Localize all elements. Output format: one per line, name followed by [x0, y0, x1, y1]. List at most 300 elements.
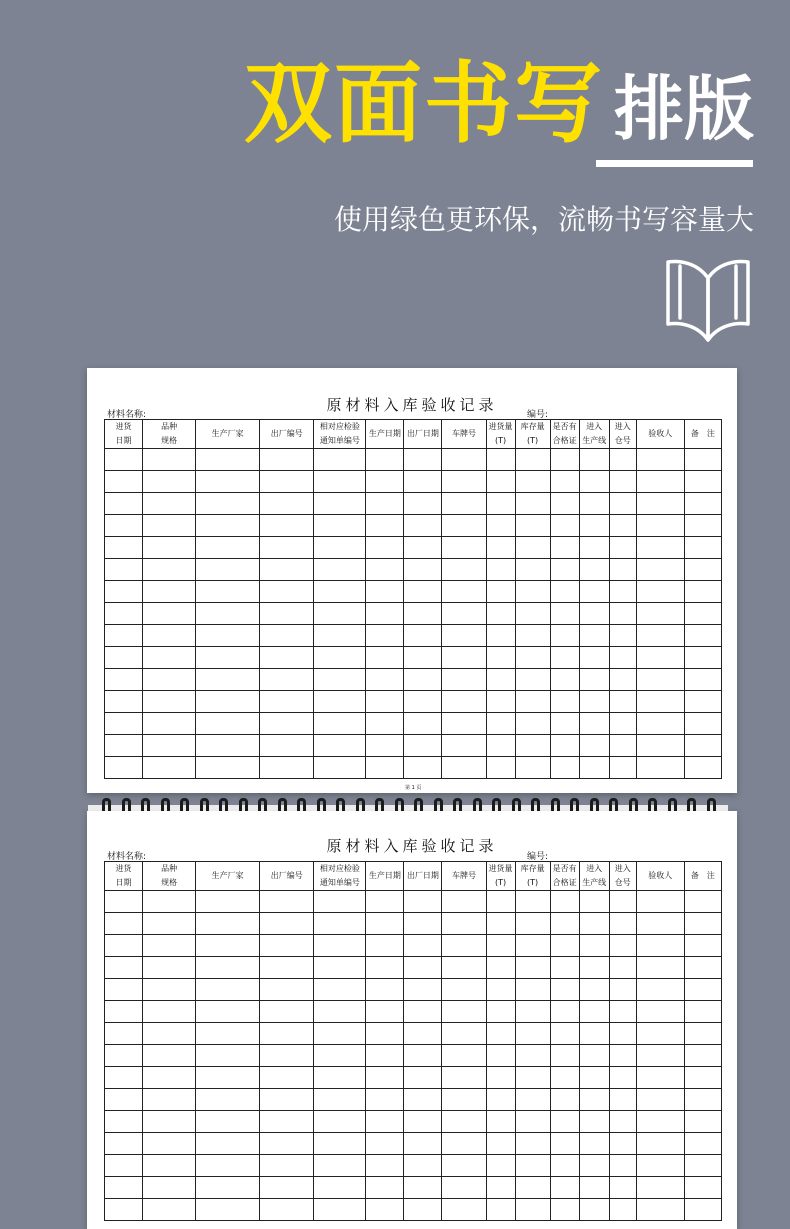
table-cell[interactable] [550, 1001, 579, 1023]
table-cell[interactable] [314, 581, 366, 603]
table-cell[interactable] [143, 1177, 196, 1199]
table-cell[interactable] [196, 1089, 260, 1111]
table-cell[interactable] [105, 493, 143, 515]
table-cell[interactable] [105, 1133, 143, 1155]
table-cell[interactable] [260, 1089, 314, 1111]
table-cell[interactable] [366, 691, 404, 713]
table-cell[interactable] [684, 669, 721, 691]
table-cell[interactable] [260, 1067, 314, 1089]
table-cell[interactable] [260, 979, 314, 1001]
table-cell[interactable] [404, 757, 442, 779]
table-cell[interactable] [196, 713, 260, 735]
table-cell[interactable] [486, 559, 515, 581]
table-cell[interactable] [260, 581, 314, 603]
table-cell[interactable] [636, 757, 684, 779]
table-cell[interactable] [609, 1155, 636, 1177]
table-cell[interactable] [515, 603, 550, 625]
table-cell[interactable] [684, 647, 721, 669]
table-cell[interactable] [486, 935, 515, 957]
table-cell[interactable] [143, 515, 196, 537]
table-cell[interactable] [404, 891, 442, 913]
table-cell[interactable] [486, 1067, 515, 1089]
table-cell[interactable] [636, 1023, 684, 1045]
table-cell[interactable] [579, 713, 609, 735]
table-cell[interactable] [404, 713, 442, 735]
table-cell[interactable] [579, 1155, 609, 1177]
table-cell[interactable] [105, 1089, 143, 1111]
table-cell[interactable] [636, 713, 684, 735]
table-cell[interactable] [260, 957, 314, 979]
table-cell[interactable] [579, 979, 609, 1001]
table-cell[interactable] [105, 471, 143, 493]
table-cell[interactable] [260, 1133, 314, 1155]
table-cell[interactable] [609, 1001, 636, 1023]
table-cell[interactable] [550, 935, 579, 957]
table-cell[interactable] [314, 515, 366, 537]
table-cell[interactable] [442, 735, 486, 757]
table-cell[interactable] [486, 449, 515, 471]
table-cell[interactable] [196, 1111, 260, 1133]
table-cell[interactable] [486, 757, 515, 779]
table-cell[interactable] [143, 1199, 196, 1221]
table-cell[interactable] [515, 1177, 550, 1199]
table-cell[interactable] [105, 1067, 143, 1089]
table-cell[interactable] [442, 449, 486, 471]
table-cell[interactable] [515, 669, 550, 691]
table-cell[interactable] [196, 735, 260, 757]
table-cell[interactable] [366, 1023, 404, 1045]
table-cell[interactable] [684, 757, 721, 779]
table-cell[interactable] [515, 559, 550, 581]
table-cell[interactable] [366, 979, 404, 1001]
table-cell[interactable] [550, 1045, 579, 1067]
table-cell[interactable] [684, 1155, 721, 1177]
table-cell[interactable] [366, 1045, 404, 1067]
table-cell[interactable] [684, 449, 721, 471]
table-cell[interactable] [579, 581, 609, 603]
table-cell[interactable] [579, 537, 609, 559]
table-cell[interactable] [684, 891, 721, 913]
table-cell[interactable] [486, 1089, 515, 1111]
table-cell[interactable] [442, 1111, 486, 1133]
table-cell[interactable] [684, 1023, 721, 1045]
table-cell[interactable] [609, 1089, 636, 1111]
table-cell[interactable] [404, 1133, 442, 1155]
table-cell[interactable] [636, 603, 684, 625]
table-cell[interactable] [143, 891, 196, 913]
table-cell[interactable] [404, 625, 442, 647]
table-cell[interactable] [196, 1045, 260, 1067]
table-cell[interactable] [515, 493, 550, 515]
table-cell[interactable] [515, 713, 550, 735]
table-cell[interactable] [105, 1111, 143, 1133]
table-cell[interactable] [314, 1199, 366, 1221]
table-cell[interactable] [314, 691, 366, 713]
table-cell[interactable] [314, 957, 366, 979]
table-cell[interactable] [609, 735, 636, 757]
table-cell[interactable] [684, 957, 721, 979]
table-cell[interactable] [636, 1001, 684, 1023]
table-cell[interactable] [684, 559, 721, 581]
table-cell[interactable] [143, 1067, 196, 1089]
table-cell[interactable] [486, 1177, 515, 1199]
table-cell[interactable] [260, 891, 314, 913]
table-cell[interactable] [550, 449, 579, 471]
table-cell[interactable] [550, 493, 579, 515]
table-cell[interactable] [143, 1155, 196, 1177]
table-cell[interactable] [404, 647, 442, 669]
table-cell[interactable] [486, 1155, 515, 1177]
table-cell[interactable] [442, 471, 486, 493]
table-cell[interactable] [579, 1177, 609, 1199]
table-cell[interactable] [579, 669, 609, 691]
table-cell[interactable] [609, 757, 636, 779]
table-cell[interactable] [515, 625, 550, 647]
table-cell[interactable] [486, 647, 515, 669]
table-cell[interactable] [609, 537, 636, 559]
table-cell[interactable] [442, 1133, 486, 1155]
table-cell[interactable] [684, 979, 721, 1001]
table-cell[interactable] [486, 1001, 515, 1023]
table-cell[interactable] [143, 713, 196, 735]
table-cell[interactable] [609, 1133, 636, 1155]
table-cell[interactable] [515, 913, 550, 935]
table-cell[interactable] [366, 515, 404, 537]
table-cell[interactable] [196, 603, 260, 625]
table-cell[interactable] [550, 559, 579, 581]
table-cell[interactable] [550, 913, 579, 935]
table-cell[interactable] [550, 581, 579, 603]
table-cell[interactable] [366, 669, 404, 691]
table-cell[interactable] [579, 1111, 609, 1133]
table-cell[interactable] [684, 713, 721, 735]
table-cell[interactable] [442, 1089, 486, 1111]
table-cell[interactable] [515, 647, 550, 669]
table-cell[interactable] [366, 1089, 404, 1111]
table-cell[interactable] [486, 1199, 515, 1221]
table-cell[interactable] [609, 691, 636, 713]
table-cell[interactable] [486, 669, 515, 691]
table-cell[interactable] [143, 1111, 196, 1133]
table-cell[interactable] [515, 1067, 550, 1089]
table-cell[interactable] [684, 1111, 721, 1133]
table-cell[interactable] [609, 713, 636, 735]
table-cell[interactable] [105, 647, 143, 669]
table-cell[interactable] [314, 603, 366, 625]
table-cell[interactable] [143, 1001, 196, 1023]
table-cell[interactable] [486, 625, 515, 647]
table-cell[interactable] [404, 1111, 442, 1133]
table-cell[interactable] [684, 913, 721, 935]
table-cell[interactable] [515, 957, 550, 979]
table-cell[interactable] [609, 559, 636, 581]
table-cell[interactable] [442, 1067, 486, 1089]
table-cell[interactable] [143, 735, 196, 757]
table-cell[interactable] [442, 603, 486, 625]
table-cell[interactable] [366, 647, 404, 669]
table-cell[interactable] [636, 471, 684, 493]
table-cell[interactable] [260, 691, 314, 713]
table-cell[interactable] [404, 559, 442, 581]
table-cell[interactable] [636, 691, 684, 713]
table-cell[interactable] [636, 891, 684, 913]
table-cell[interactable] [404, 935, 442, 957]
table-cell[interactable] [636, 1199, 684, 1221]
table-cell[interactable] [636, 1045, 684, 1067]
table-cell[interactable] [684, 1089, 721, 1111]
table-cell[interactable] [260, 1155, 314, 1177]
table-cell[interactable] [636, 537, 684, 559]
table-cell[interactable] [486, 1133, 515, 1155]
table-cell[interactable] [196, 957, 260, 979]
table-cell[interactable] [260, 1045, 314, 1067]
table-cell[interactable] [260, 1177, 314, 1199]
table-cell[interactable] [196, 515, 260, 537]
table-cell[interactable] [442, 581, 486, 603]
table-cell[interactable] [314, 1067, 366, 1089]
table-cell[interactable] [442, 913, 486, 935]
table-cell[interactable] [404, 1067, 442, 1089]
table-cell[interactable] [196, 691, 260, 713]
table-cell[interactable] [579, 559, 609, 581]
table-cell[interactable] [442, 935, 486, 957]
table-cell[interactable] [196, 1155, 260, 1177]
table-cell[interactable] [366, 559, 404, 581]
table-cell[interactable] [196, 647, 260, 669]
table-cell[interactable] [143, 957, 196, 979]
table-cell[interactable] [260, 559, 314, 581]
table-cell[interactable] [260, 735, 314, 757]
table-cell[interactable] [404, 449, 442, 471]
table-cell[interactable] [366, 891, 404, 913]
table-cell[interactable] [404, 493, 442, 515]
table-cell[interactable] [550, 891, 579, 913]
table-cell[interactable] [550, 1177, 579, 1199]
table-cell[interactable] [486, 1045, 515, 1067]
table-cell[interactable] [404, 1089, 442, 1111]
table-cell[interactable] [366, 1199, 404, 1221]
table-cell[interactable] [609, 647, 636, 669]
table-cell[interactable] [366, 1001, 404, 1023]
table-cell[interactable] [636, 1089, 684, 1111]
table-cell[interactable] [550, 1155, 579, 1177]
table-cell[interactable] [404, 979, 442, 1001]
table-cell[interactable] [579, 625, 609, 647]
table-cell[interactable] [196, 913, 260, 935]
table-cell[interactable] [105, 979, 143, 1001]
table-cell[interactable] [442, 669, 486, 691]
table-cell[interactable] [579, 913, 609, 935]
table-cell[interactable] [260, 515, 314, 537]
table-cell[interactable] [143, 1089, 196, 1111]
table-cell[interactable] [143, 581, 196, 603]
table-cell[interactable] [260, 913, 314, 935]
table-cell[interactable] [105, 691, 143, 713]
table-cell[interactable] [609, 1067, 636, 1089]
table-cell[interactable] [260, 1001, 314, 1023]
table-cell[interactable] [314, 1155, 366, 1177]
table-cell[interactable] [143, 471, 196, 493]
table-cell[interactable] [636, 449, 684, 471]
table-cell[interactable] [515, 735, 550, 757]
table-cell[interactable] [196, 891, 260, 913]
table-cell[interactable] [609, 603, 636, 625]
table-cell[interactable] [442, 957, 486, 979]
table-cell[interactable] [609, 669, 636, 691]
table-cell[interactable] [366, 581, 404, 603]
table-cell[interactable] [366, 1133, 404, 1155]
table-cell[interactable] [442, 891, 486, 913]
table-cell[interactable] [636, 1133, 684, 1155]
table-cell[interactable] [260, 1199, 314, 1221]
table-cell[interactable] [366, 957, 404, 979]
table-cell[interactable] [404, 691, 442, 713]
table-cell[interactable] [314, 713, 366, 735]
table-cell[interactable] [196, 935, 260, 957]
table-cell[interactable] [442, 1155, 486, 1177]
table-cell[interactable] [314, 559, 366, 581]
table-cell[interactable] [515, 515, 550, 537]
table-cell[interactable] [550, 603, 579, 625]
table-cell[interactable] [105, 713, 143, 735]
table-cell[interactable] [486, 691, 515, 713]
table-cell[interactable] [366, 713, 404, 735]
table-cell[interactable] [550, 537, 579, 559]
table-cell[interactable] [636, 1067, 684, 1089]
table-cell[interactable] [550, 757, 579, 779]
table-cell[interactable] [515, 449, 550, 471]
table-cell[interactable] [196, 979, 260, 1001]
table-cell[interactable] [684, 603, 721, 625]
table-cell[interactable] [366, 603, 404, 625]
table-cell[interactable] [404, 735, 442, 757]
table-cell[interactable] [105, 1177, 143, 1199]
table-cell[interactable] [486, 1023, 515, 1045]
table-cell[interactable] [366, 471, 404, 493]
table-cell[interactable] [314, 1023, 366, 1045]
table-cell[interactable] [609, 1177, 636, 1199]
table-cell[interactable] [314, 647, 366, 669]
table-cell[interactable] [143, 559, 196, 581]
table-cell[interactable] [609, 891, 636, 913]
table-cell[interactable] [515, 1199, 550, 1221]
table-cell[interactable] [143, 537, 196, 559]
table-cell[interactable] [105, 957, 143, 979]
table-cell[interactable] [684, 691, 721, 713]
table-cell[interactable] [550, 691, 579, 713]
table-cell[interactable] [404, 581, 442, 603]
table-cell[interactable] [404, 537, 442, 559]
table-cell[interactable] [486, 891, 515, 913]
table-cell[interactable] [486, 913, 515, 935]
table-cell[interactable] [609, 581, 636, 603]
table-cell[interactable] [486, 493, 515, 515]
table-cell[interactable] [636, 957, 684, 979]
table-cell[interactable] [636, 669, 684, 691]
table-cell[interactable] [579, 735, 609, 757]
table-cell[interactable] [442, 1199, 486, 1221]
table-cell[interactable] [196, 625, 260, 647]
table-cell[interactable] [609, 449, 636, 471]
table-cell[interactable] [105, 1045, 143, 1067]
table-cell[interactable] [105, 913, 143, 935]
table-cell[interactable] [314, 449, 366, 471]
table-cell[interactable] [314, 1001, 366, 1023]
table-cell[interactable] [579, 1023, 609, 1045]
table-cell[interactable] [486, 957, 515, 979]
table-cell[interactable] [105, 537, 143, 559]
table-cell[interactable] [366, 1067, 404, 1089]
table-cell[interactable] [550, 979, 579, 1001]
table-cell[interactable] [105, 1023, 143, 1045]
table-cell[interactable] [196, 581, 260, 603]
table-cell[interactable] [636, 493, 684, 515]
table-cell[interactable] [684, 1133, 721, 1155]
table-cell[interactable] [442, 691, 486, 713]
table-cell[interactable] [515, 1133, 550, 1155]
table-cell[interactable] [260, 935, 314, 957]
table-cell[interactable] [579, 449, 609, 471]
table-cell[interactable] [636, 913, 684, 935]
table-cell[interactable] [366, 935, 404, 957]
table-cell[interactable] [314, 1177, 366, 1199]
table-cell[interactable] [404, 1177, 442, 1199]
table-cell[interactable] [404, 603, 442, 625]
table-cell[interactable] [260, 647, 314, 669]
table-cell[interactable] [105, 581, 143, 603]
table-cell[interactable] [404, 913, 442, 935]
table-cell[interactable] [515, 891, 550, 913]
table-cell[interactable] [684, 1067, 721, 1089]
table-cell[interactable] [314, 935, 366, 957]
table-cell[interactable] [442, 647, 486, 669]
table-cell[interactable] [143, 979, 196, 1001]
table-cell[interactable] [196, 471, 260, 493]
table-cell[interactable] [196, 757, 260, 779]
table-cell[interactable] [314, 537, 366, 559]
table-cell[interactable] [579, 1001, 609, 1023]
table-cell[interactable] [609, 979, 636, 1001]
table-cell[interactable] [143, 1133, 196, 1155]
table-cell[interactable] [196, 559, 260, 581]
table-cell[interactable] [579, 957, 609, 979]
table-cell[interactable] [486, 537, 515, 559]
table-cell[interactable] [442, 1045, 486, 1067]
table-cell[interactable] [105, 625, 143, 647]
table-cell[interactable] [579, 493, 609, 515]
table-cell[interactable] [105, 1155, 143, 1177]
table-cell[interactable] [196, 449, 260, 471]
table-cell[interactable] [366, 913, 404, 935]
table-cell[interactable] [550, 625, 579, 647]
table-cell[interactable] [196, 1023, 260, 1045]
table-cell[interactable] [636, 979, 684, 1001]
table-cell[interactable] [196, 1177, 260, 1199]
table-cell[interactable] [550, 1199, 579, 1221]
table-cell[interactable] [636, 515, 684, 537]
table-cell[interactable] [609, 935, 636, 957]
table-cell[interactable] [105, 891, 143, 913]
table-cell[interactable] [105, 559, 143, 581]
table-cell[interactable] [314, 669, 366, 691]
table-cell[interactable] [442, 757, 486, 779]
table-cell[interactable] [609, 1199, 636, 1221]
table-cell[interactable] [486, 471, 515, 493]
table-cell[interactable] [404, 515, 442, 537]
table-cell[interactable] [105, 669, 143, 691]
table-cell[interactable] [314, 1045, 366, 1067]
table-cell[interactable] [550, 735, 579, 757]
